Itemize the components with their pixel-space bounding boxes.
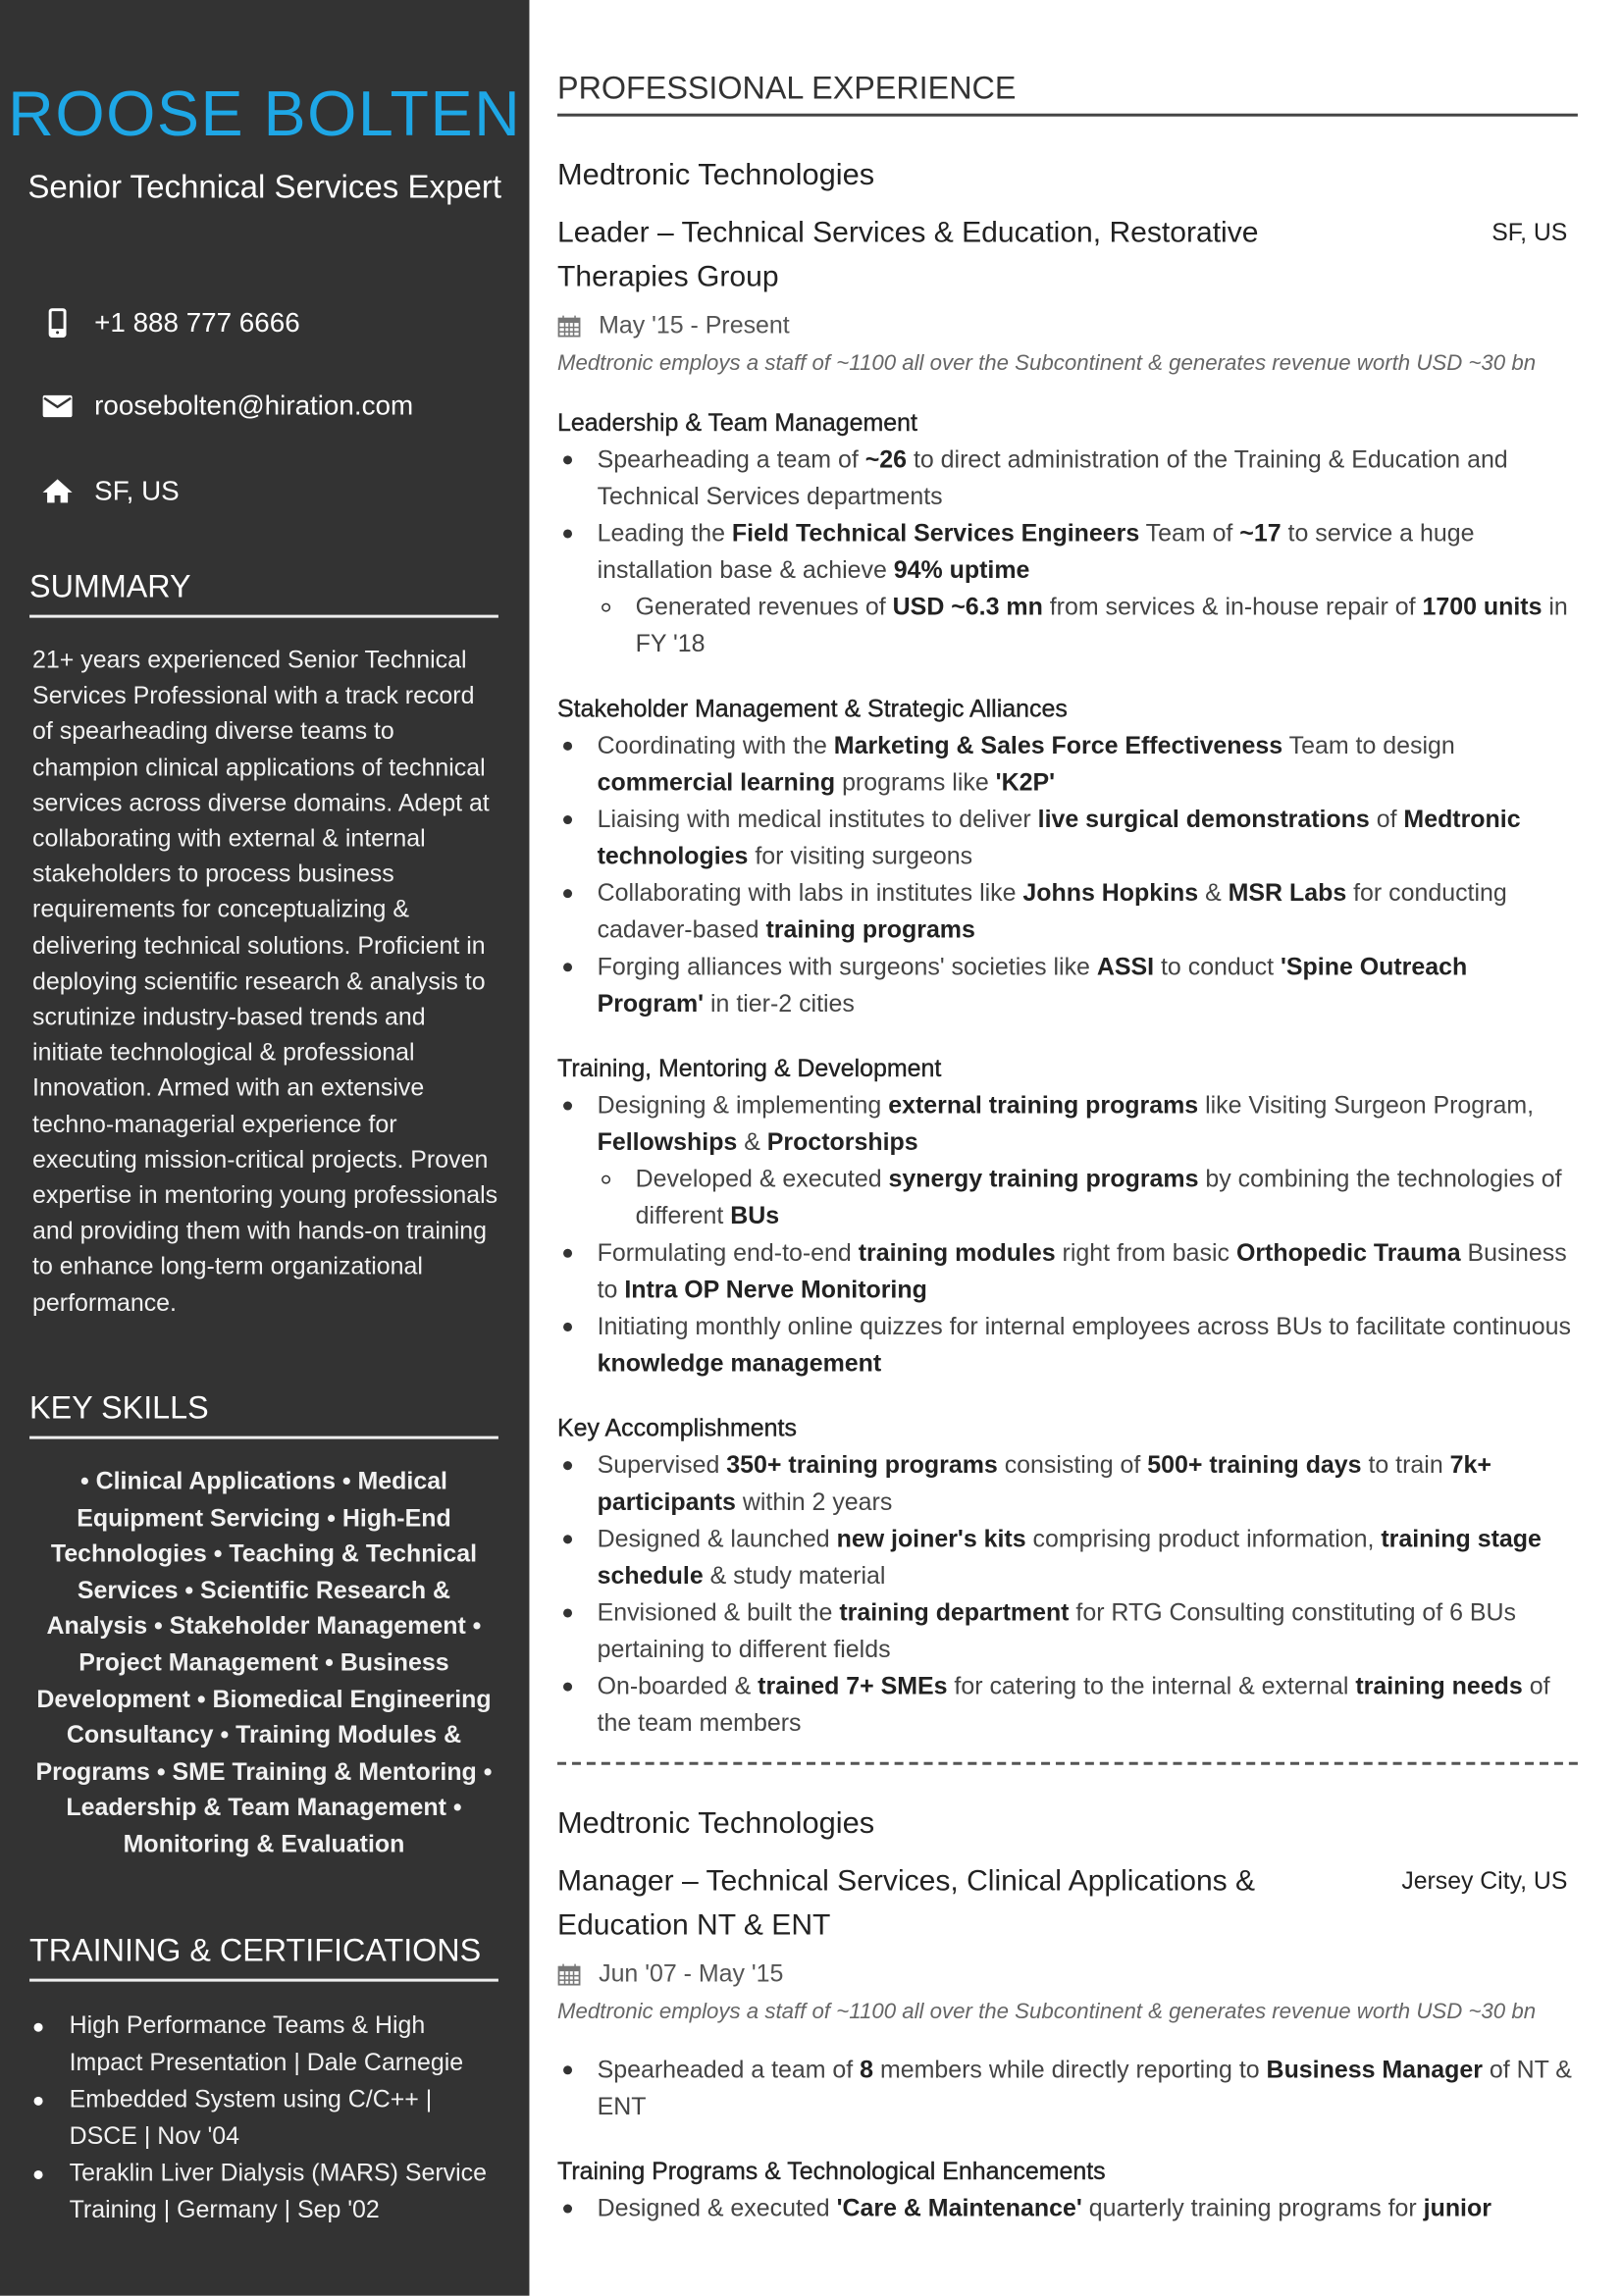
bullet-item bbox=[557, 1234, 1578, 1308]
text: Generated revenues of bbox=[635, 593, 893, 621]
bold-text: Fellowships bbox=[597, 1127, 738, 1157]
phone-icon bbox=[38, 308, 77, 338]
text: & bbox=[737, 1127, 767, 1157]
text: from services & in-house repair of bbox=[1042, 593, 1423, 621]
bold-text: 8 bbox=[860, 2055, 874, 2084]
bullet-item bbox=[557, 514, 1578, 588]
contact-phone bbox=[38, 307, 300, 339]
bold-text: 500+ training days bbox=[1147, 1450, 1362, 1480]
text: for catering to the internal & external bbox=[947, 1672, 1356, 1700]
bullet-item bbox=[557, 948, 1578, 1021]
bold-text: 'Care & Maintenance' bbox=[836, 2194, 1082, 2222]
bold-text: 7k+ participants bbox=[597, 1450, 1491, 1516]
bold-text: training stage schedule bbox=[597, 1524, 1542, 1590]
text: Designed & launched bbox=[597, 1524, 837, 1553]
bullet-item bbox=[557, 1161, 1578, 1234]
bullet-list bbox=[557, 2051, 1578, 2124]
contact-email bbox=[38, 390, 413, 422]
job-dates-row bbox=[557, 1959, 1578, 1989]
job-entry bbox=[557, 1806, 1578, 2226]
training-item: Embedded System using C/C++ | DSCE | Nov '04 bbox=[29, 2082, 498, 2155]
text: comprising product information, bbox=[1025, 1524, 1382, 1553]
section-subheading: Training, Mentoring & Development bbox=[557, 1054, 942, 1082]
text: Leading the bbox=[597, 518, 732, 548]
text: of the team members bbox=[597, 1672, 1550, 1738]
text: Team of bbox=[1139, 518, 1240, 548]
candidate-title: Senior Technical Services Expert bbox=[27, 168, 502, 205]
bullet-item bbox=[557, 874, 1578, 948]
bullet-item bbox=[557, 1308, 1578, 1382]
training-item: Teraklin Liver Dialysis (MARS) Service Training | Germany | Sep '02 bbox=[29, 2157, 498, 2229]
bullet-item bbox=[557, 801, 1578, 874]
bold-text: 94% uptime bbox=[893, 555, 1030, 585]
training-heading: TRAINING & CERTIFICATIONS bbox=[29, 1933, 498, 1982]
summary-heading: SUMMARY bbox=[29, 569, 498, 618]
bullet-item bbox=[557, 1446, 1578, 1520]
email-address[interactable]: roosebolten@hiration.com bbox=[94, 389, 414, 421]
contact-location bbox=[38, 475, 180, 507]
company-name: Medtronic Technologies bbox=[557, 157, 875, 192]
bold-text: Intra OP Nerve Monitoring bbox=[624, 1275, 927, 1304]
sidebar bbox=[0, 0, 529, 2296]
company-name: Medtronic Technologies bbox=[557, 1805, 875, 1841]
training-list bbox=[29, 2009, 498, 2230]
bold-text: training department bbox=[839, 1597, 1070, 1627]
text: Developed & executed bbox=[635, 1165, 889, 1193]
experience-heading: PROFESSIONAL EXPERIENCE bbox=[557, 71, 1578, 117]
bullet-item bbox=[557, 1668, 1578, 1742]
text: for RTG Consulting constituting of 6 BUs pertaining to different fields bbox=[597, 1597, 1517, 1664]
text: of NT & ENT bbox=[597, 2055, 1572, 2120]
main-content bbox=[557, 0, 1578, 2226]
calendar-icon bbox=[557, 314, 581, 338]
section-subheading: Training Programs & Technological Enhancements bbox=[557, 2157, 1106, 2186]
job-dates: May '15 - Present bbox=[599, 311, 790, 339]
bold-text: training programs bbox=[765, 915, 975, 944]
job-entry bbox=[557, 158, 1578, 1742]
role-row bbox=[557, 211, 1578, 299]
bullet-list bbox=[557, 2190, 1578, 2227]
bold-text: knowledge management bbox=[597, 1348, 882, 1378]
bullet-item bbox=[557, 2051, 1578, 2124]
bold-text: 'Spine Outreach Program' bbox=[597, 952, 1468, 1018]
bullet-item bbox=[557, 2190, 1578, 2227]
location-text: SF, US bbox=[94, 474, 180, 506]
text: programs like bbox=[835, 767, 996, 797]
bold-text: Medtronic technologies bbox=[597, 805, 1521, 870]
section-subheading: Key Accomplishments bbox=[557, 1414, 797, 1442]
bold-text: MSR Labs bbox=[1228, 878, 1347, 908]
company-description: Medtronic employs a staff of ~1100 all over the Subcontinent & generates revenue worth USD ~30 bn bbox=[557, 2001, 1537, 2025]
text: consisting of bbox=[997, 1450, 1148, 1480]
envelope-icon bbox=[38, 394, 77, 417]
text: Collaborating with labs in institutes like bbox=[597, 878, 1023, 908]
text: of bbox=[1369, 805, 1404, 834]
bullet-item bbox=[557, 727, 1578, 801]
job-dates: Jun '07 - May '15 bbox=[599, 1959, 784, 1988]
bold-text: 'K2P' bbox=[995, 767, 1056, 797]
bullet-item bbox=[557, 441, 1578, 514]
text: Supervised bbox=[597, 1450, 727, 1480]
text: to service a huge installation base & achieve bbox=[597, 518, 1475, 585]
text: for conducting cadaver-based bbox=[597, 878, 1507, 944]
bold-text: Field Technical Services Engineers bbox=[731, 518, 1140, 548]
company-description: Medtronic employs a staff of ~1100 all over the Subcontinent & generates revenue worth USD ~30 bn bbox=[557, 352, 1537, 377]
bold-text: synergy training programs bbox=[888, 1165, 1199, 1193]
bold-text: junior bbox=[1423, 2194, 1491, 2222]
summary-text: 21+ years experienced Senior Technical Services Professional with a track record of spearheading diverse teams to champion clinical applications of technical services across diverse domains. Adept at collaborating with external & internal stakeholders to process business requirements for conceptualizing & delivering technical solutions. Proficient in deploying scientific research & analysis to scrutinize industry-based trends and initiate technological & professional Innovation. Armed with an extensive techno-managerial experience for executing mission-critical projects. Proven expertise in mentoring young professionals and providing them with hands-on training to enhance long-term organizational performance. bbox=[32, 646, 498, 1317]
bold-text: commercial learning bbox=[597, 767, 836, 797]
bullet-item bbox=[557, 1086, 1578, 1160]
text: in tier-2 cities bbox=[704, 989, 855, 1018]
key-skills-heading: KEY SKILLS bbox=[29, 1390, 498, 1439]
text: Business to bbox=[597, 1238, 1567, 1304]
bullet-list bbox=[557, 1086, 1578, 1382]
section-subheading: Leadership & Team Management bbox=[557, 408, 917, 437]
bold-text: Johns Hopkins bbox=[1022, 878, 1199, 908]
text: Designed & executed bbox=[597, 2194, 837, 2222]
text: Spearheaded a team of bbox=[597, 2055, 861, 2084]
job-dates-row bbox=[557, 311, 1578, 340]
text: Envisioned & built the bbox=[597, 1597, 840, 1627]
text: right from basic bbox=[1055, 1238, 1236, 1267]
text: & bbox=[1198, 878, 1229, 908]
bullet-list bbox=[557, 1446, 1578, 1742]
text: On-boarded & bbox=[597, 1672, 759, 1700]
bold-text: ~17 bbox=[1239, 518, 1282, 548]
text: like Visiting Surgeon Program, bbox=[1198, 1090, 1535, 1120]
bold-text: trained 7+ SMEs bbox=[758, 1672, 948, 1700]
text: within 2 years bbox=[735, 1487, 893, 1516]
role-row bbox=[557, 1859, 1578, 1948]
text: Spearheading a team of bbox=[597, 444, 865, 474]
text: Coordinating with the bbox=[597, 731, 834, 759]
job-role: Leader – Technical Services & Education, Restorative Therapies Group bbox=[557, 216, 1259, 294]
text: Liaising with medical institutes to deliver bbox=[597, 805, 1038, 834]
job-location: SF, US bbox=[1491, 219, 1568, 246]
bold-text: Business Manager bbox=[1266, 2055, 1483, 2084]
bold-text: 350+ training programs bbox=[726, 1450, 998, 1480]
bold-text: ASSI bbox=[1096, 952, 1155, 981]
bold-text: USD ~6.3 mn bbox=[892, 593, 1043, 621]
bullet-item bbox=[557, 1520, 1578, 1593]
text: Forging alliances with surgeons' societies like bbox=[597, 952, 1097, 981]
text: Formulating end-to-end bbox=[597, 1238, 859, 1267]
text: to direct administration of the Training & Education and Technical Services departments bbox=[597, 444, 1508, 510]
bullet-list bbox=[557, 727, 1578, 1022]
text: for visiting surgeons bbox=[748, 842, 973, 870]
text: & study material bbox=[703, 1561, 886, 1590]
home-icon bbox=[38, 478, 77, 504]
training-item: High Performance Teams & High Impact Presentation | Dale Carnegie bbox=[29, 2009, 498, 2081]
text: Team to design bbox=[1282, 731, 1455, 759]
bullet-item bbox=[557, 589, 1578, 662]
bold-text: live surgical demonstrations bbox=[1037, 805, 1370, 834]
bold-text: Orthopedic Trauma bbox=[1235, 1238, 1461, 1267]
bullet-list bbox=[557, 441, 1578, 661]
text: Designing & implementing bbox=[597, 1090, 889, 1120]
bold-text: Marketing & Sales Force Effectiveness bbox=[833, 731, 1283, 759]
job-location: Jersey City, US bbox=[1401, 1867, 1568, 1895]
section-subheading: Stakeholder Management & Strategic Alliances bbox=[557, 694, 1068, 723]
phone-number[interactable]: +1 888 777 6666 bbox=[94, 306, 300, 339]
text: Initiating monthly online quizzes for internal employees across BUs to facilitate continuous bbox=[597, 1312, 1571, 1340]
bullet-item bbox=[557, 1593, 1578, 1667]
bold-text: training modules bbox=[858, 1238, 1056, 1267]
text: by combining the technologies of different bbox=[635, 1165, 1562, 1230]
text: members while directly reporting to bbox=[873, 2055, 1267, 2084]
text: quarterly training programs for bbox=[1081, 2194, 1424, 2222]
key-skills-list: • Clinical Applications • Medical Equipment Servicing • High-End Technologies • Teaching & Technical Services • Scientific Research & Analysis • Stakeholder Management • Project Management • Business Development • Biomedical Engineering Consultancy • Training Modules & Programs • SME Training & Mentoring • Leadership & Team Management • Monitoring & Evaluation bbox=[35, 1467, 493, 1858]
job-divider bbox=[557, 1762, 1578, 1765]
bold-text: new joiner's kits bbox=[836, 1524, 1026, 1553]
bold-text: external training programs bbox=[888, 1090, 1199, 1120]
job-role: Manager – Technical Services, Clinical Applications & Education NT & ENT bbox=[557, 1864, 1256, 1943]
calendar-icon bbox=[557, 1962, 581, 1986]
text: to conduct bbox=[1154, 952, 1282, 981]
text: in FY '18 bbox=[635, 593, 1568, 658]
section-spacer bbox=[557, 2027, 1578, 2048]
bold-text: training needs bbox=[1355, 1672, 1523, 1700]
bold-text: 1700 units bbox=[1422, 593, 1543, 621]
bold-text: ~26 bbox=[864, 444, 908, 474]
candidate-name: ROOSE BOLTEN bbox=[8, 79, 522, 151]
text: to train bbox=[1361, 1450, 1450, 1480]
bold-text: BUs bbox=[730, 1201, 780, 1230]
bold-text: Proctorships bbox=[766, 1127, 918, 1157]
